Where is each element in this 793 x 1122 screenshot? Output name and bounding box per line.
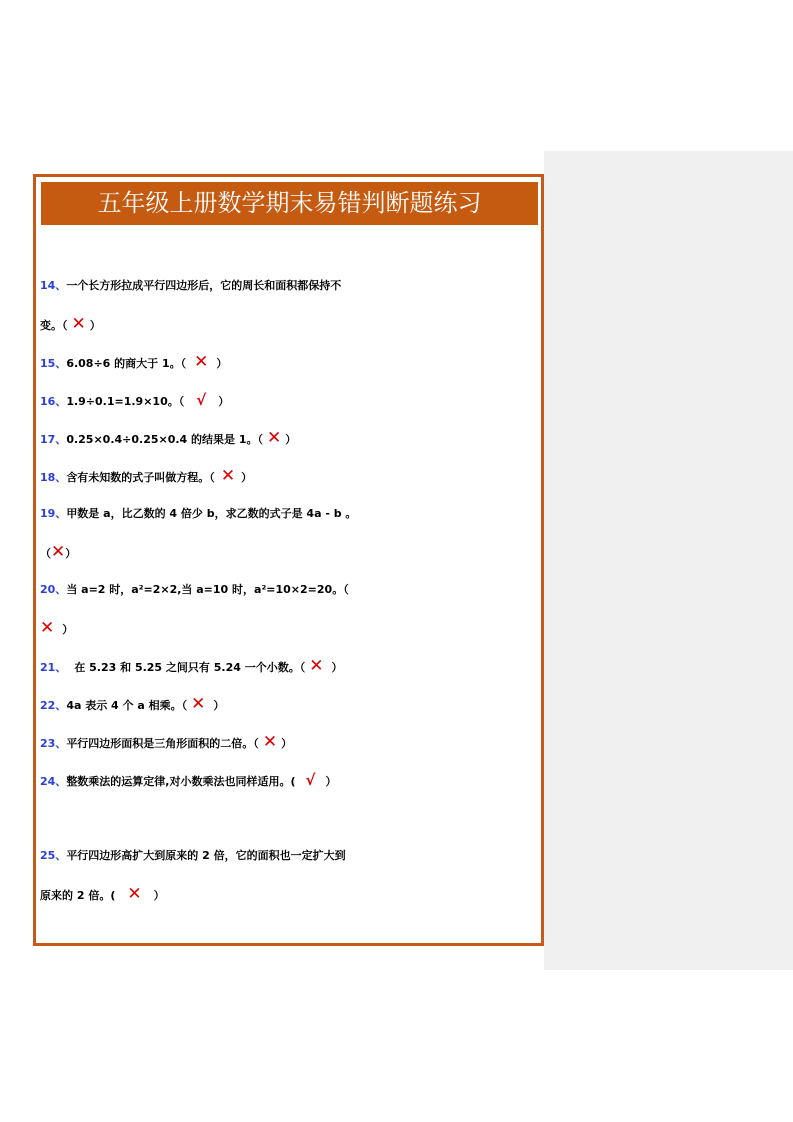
wrong-mark-icon: ✕ bbox=[51, 542, 66, 562]
check-mark-icon: √ bbox=[196, 391, 207, 409]
question-number: 15 bbox=[40, 357, 56, 370]
wrong-mark-icon: ✕ bbox=[71, 314, 86, 334]
question-17: 17、0.25×0.4÷0.25×0.4 的结果是 1。（ ✕ ） bbox=[40, 428, 297, 448]
question-text: 1.9÷0.1=1.9×10。（ bbox=[66, 395, 185, 408]
question-number: 22 bbox=[40, 699, 56, 712]
wrong-mark-icon: ✕ bbox=[309, 656, 324, 676]
stray-mark bbox=[549, 510, 553, 514]
question-text: 甲数是 a，比乙数的 4 倍少 b，求乙数的式子是 4a - b 。 bbox=[66, 507, 357, 520]
worksheet-title: 五年级上册数学期末易错判断题练习 bbox=[41, 182, 538, 225]
wrong-mark-icon: ✕ bbox=[127, 884, 142, 904]
question-text: 含有未知数的式子叫做方程。（ bbox=[66, 471, 215, 484]
question-19: 19、甲数是 a，比乙数的 4 倍少 b，求乙数的式子是 4a - b 。 bbox=[40, 507, 357, 520]
question-14: 14、一个长方形拉成平行四边形后，它的周长和面积都保持不 bbox=[40, 279, 342, 292]
question-22: 22、4a 表示 4 个 a 相乘。（ ✕ ） bbox=[40, 694, 225, 714]
question-text: 当 a=2 时，a²=2×2,当 a=10 时，a²=10×2=20。（ bbox=[66, 583, 349, 596]
question-number: 14 bbox=[40, 279, 56, 292]
wrong-mark-icon: ✕ bbox=[262, 732, 278, 752]
question-number: 19 bbox=[40, 507, 56, 520]
question-14-cont: 变。（ ✕ ） bbox=[40, 314, 101, 334]
question-15: 15、6.08÷6 的商大于 1。（ ✕ ） bbox=[40, 352, 228, 372]
question-19-cont: （✕） bbox=[40, 542, 77, 562]
question-number: 23 bbox=[40, 737, 56, 750]
question-text: 6.08÷6 的商大于 1。（ bbox=[66, 357, 187, 370]
question-number: 18 bbox=[40, 471, 56, 484]
question-25: 25、平行四边形高扩大到原来的 2 倍，它的面积也一定扩大到 bbox=[40, 849, 346, 862]
check-mark-icon: √ bbox=[305, 771, 316, 789]
worksheet-frame bbox=[33, 174, 544, 946]
side-panel bbox=[544, 151, 793, 970]
question-text: 0.25×0.4÷0.25×0.4 的结果是 1。（ bbox=[66, 433, 264, 446]
wrong-mark-icon: ✕ bbox=[40, 618, 55, 638]
question-text: 平行四边形面积是三角形面积的二倍。（ bbox=[66, 737, 259, 750]
question-number: 21 bbox=[40, 661, 56, 674]
question-number: 25 bbox=[40, 849, 56, 862]
question-text: 平行四边形高扩大到原来的 2 倍，它的面积也一定扩大到 bbox=[66, 849, 346, 862]
question-text: 整数乘法的运算定律,对小数乘法也同样适用。( bbox=[66, 775, 296, 788]
question-24: 24、整数乘法的运算定律,对小数乘法也同样适用。( √ ） bbox=[40, 771, 337, 789]
question-20-cont: ✕ ） bbox=[40, 618, 74, 638]
question-16: 16、1.9÷0.1=1.9×10。（ √ ） bbox=[40, 391, 230, 409]
wrong-mark-icon: ✕ bbox=[220, 466, 236, 486]
question-21: 21、 在 5.23 和 5.25 之间只有 5.24 一个小数。（ ✕ ） bbox=[40, 656, 343, 676]
question-25-cont: 原来的 2 倍。( ✕ ） bbox=[40, 884, 165, 904]
wrong-mark-icon: ✕ bbox=[194, 352, 209, 372]
question-number: 16 bbox=[40, 395, 56, 408]
question-23: 23、平行四边形面积是三角形面积的二倍。（ ✕ ） bbox=[40, 732, 293, 752]
question-number: 17 bbox=[40, 433, 56, 446]
question-20: 20、当 a=2 时，a²=2×2,当 a=10 时，a²=10×2=20。（ bbox=[40, 583, 349, 596]
wrong-mark-icon: ✕ bbox=[267, 428, 282, 448]
wrong-mark-icon: ✕ bbox=[191, 694, 206, 714]
question-text: 4a 表示 4 个 a 相乘。（ bbox=[66, 699, 188, 712]
question-text: 在 5.23 和 5.25 之间只有 5.24 一个小数。（ bbox=[74, 661, 306, 674]
question-18: 18、含有未知数的式子叫做方程。（ ✕ ） bbox=[40, 466, 253, 486]
question-number: 20 bbox=[40, 583, 56, 596]
question-number: 24 bbox=[40, 775, 56, 788]
question-text: 一个长方形拉成平行四边形后，它的周长和面积都保持不 bbox=[66, 279, 342, 292]
